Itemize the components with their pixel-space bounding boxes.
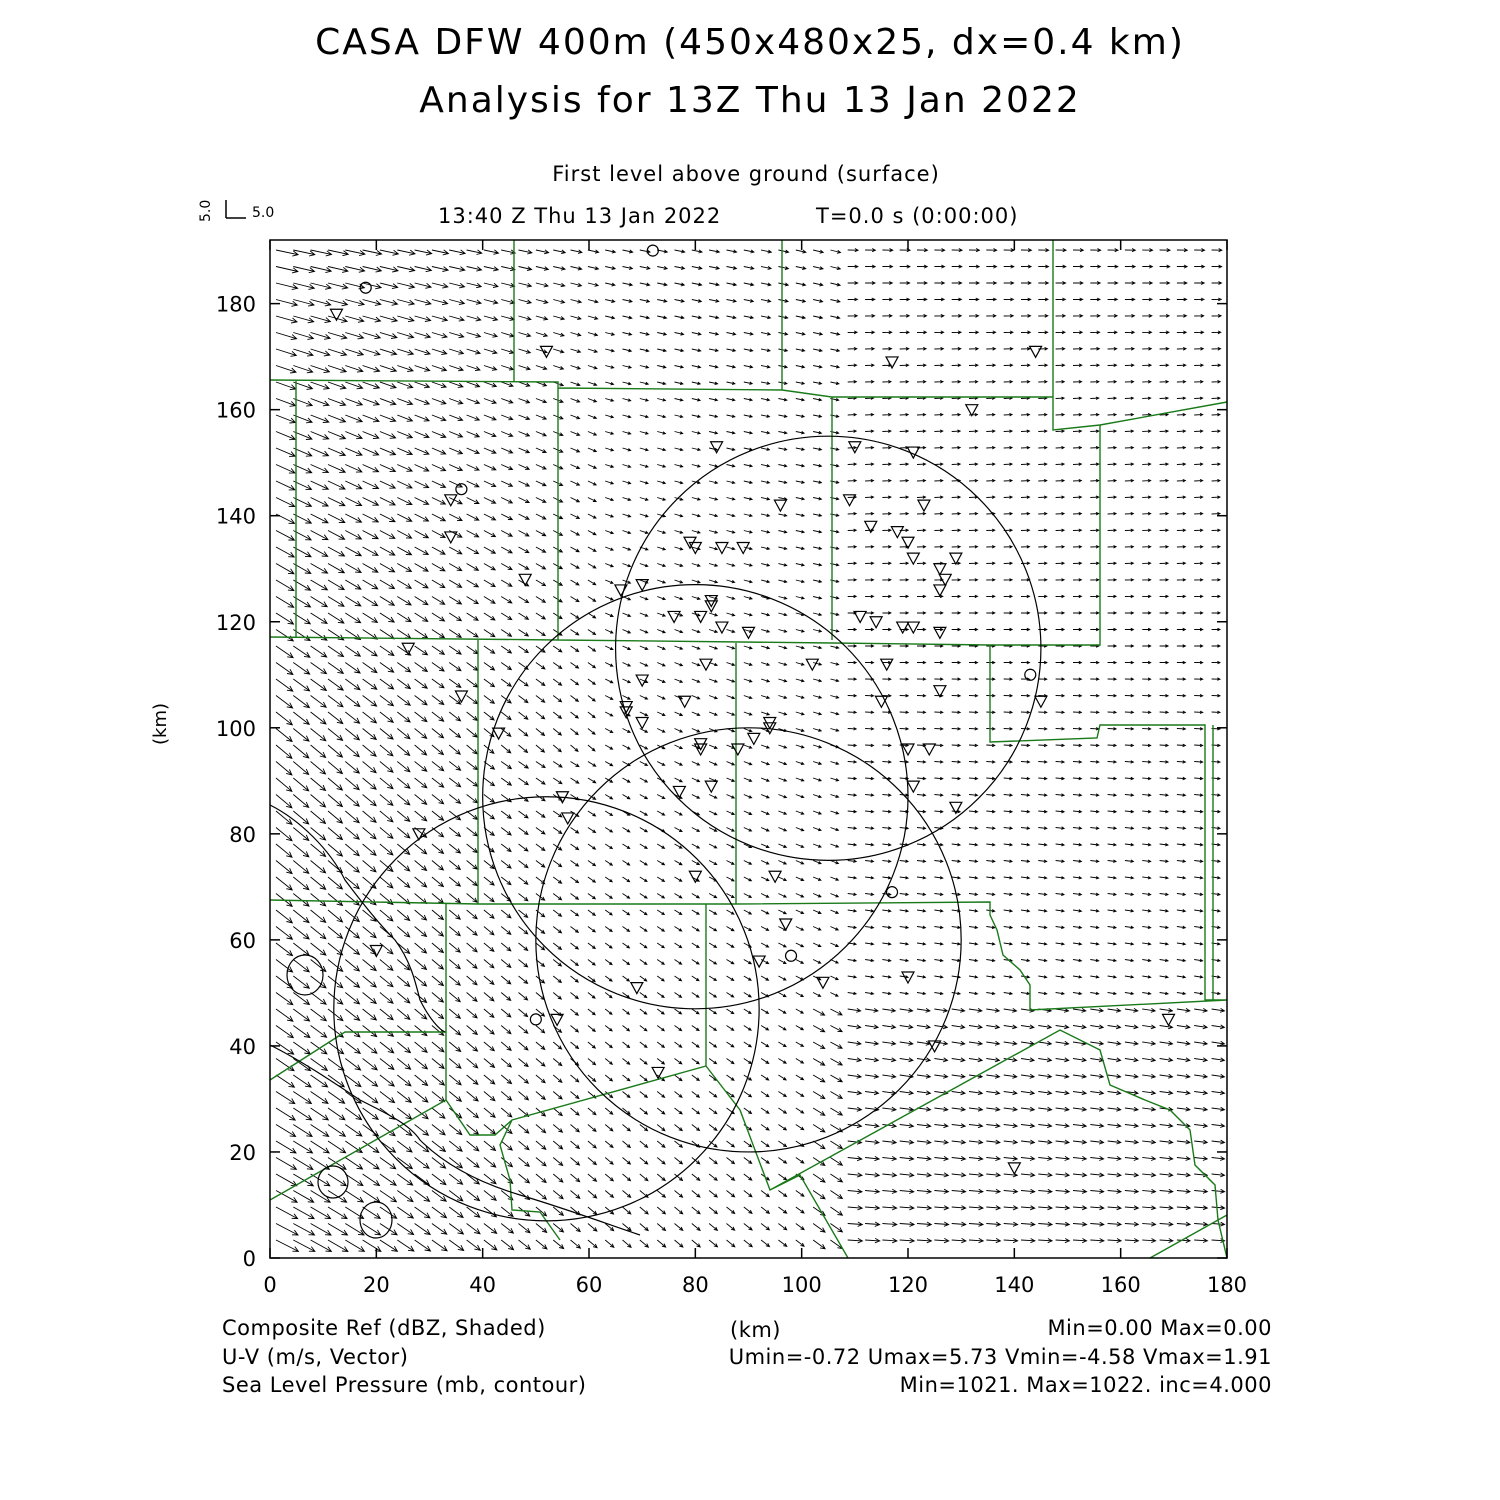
station-triangle-icon — [700, 659, 712, 670]
y-tick-label: 160 — [215, 398, 256, 423]
station-triangle-icon — [897, 622, 909, 633]
y-tick-label: 60 — [229, 928, 256, 953]
station-triangle-icon — [743, 627, 755, 638]
station-circle-icon — [530, 1014, 541, 1025]
y-tick-label: 20 — [229, 1140, 256, 1165]
station-triangle-icon — [891, 527, 903, 538]
x-tick-label: 20 — [362, 1273, 390, 1297]
legend-shaded-label: Composite Ref (dBZ, Shaded) — [222, 1316, 546, 1340]
y-tick-label: 80 — [229, 822, 256, 847]
y-tick-label: 180 — [215, 292, 256, 317]
station-triangle-icon — [716, 622, 728, 633]
reference-vector-v-label: 5.0 — [198, 199, 214, 222]
legend-contour-stats: Min=1021. Max=1022. inc=4.000 — [899, 1373, 1272, 1397]
station-triangle-icon — [689, 871, 701, 882]
station-circle-icon — [456, 484, 467, 495]
x-tick-label: 40 — [469, 1273, 497, 1297]
reference-vector-icon — [226, 200, 246, 218]
y-axis-title: (km) — [150, 702, 171, 745]
station-triangle-icon — [950, 553, 962, 564]
wind-vectors — [276, 249, 1225, 1252]
x-tick-label: 180 — [1206, 1273, 1248, 1297]
wind-vector-field — [276, 249, 1225, 1252]
station-triangle-icon — [870, 617, 882, 628]
station-circle-icon — [1025, 669, 1036, 680]
legend-vector-label: U-V (m/s, Vector) — [222, 1345, 409, 1369]
station-circle-icon — [887, 887, 898, 898]
station-triangle-icon — [732, 744, 744, 755]
y-tick-label: 100 — [215, 716, 256, 741]
station-triangle-icon — [934, 627, 946, 638]
station-triangle-icon — [881, 659, 893, 670]
station-triangle-icon — [1163, 1014, 1175, 1025]
station-triangle-icon — [402, 643, 414, 654]
chart-title: CASA DFW 400m (450x480x25, dx=0.4 km) — [315, 22, 1185, 63]
station-triangle-icon — [716, 543, 728, 554]
radar-range-ring — [536, 728, 961, 1152]
forecast-time: T=0.0 s (0:00:00) — [816, 204, 1019, 228]
x-axis-ticks — [263, 240, 1247, 1297]
station-triangle-icon — [1008, 1163, 1020, 1174]
legend-shaded-stats: Min=0.00 Max=0.00 — [1047, 1316, 1272, 1340]
county-boundaries — [270, 240, 1227, 1258]
station-triangle-icon — [636, 717, 648, 728]
x-tick-label: 0 — [263, 1273, 277, 1297]
station-triangle-icon — [705, 781, 717, 792]
station-triangle-icon — [631, 983, 643, 994]
y-tick-label: 0 — [242, 1247, 256, 1271]
station-triangle-icon — [934, 564, 946, 575]
station-triangle-icon — [806, 659, 818, 670]
chart-subtitle: Analysis for 13Z Thu 13 Jan 2022 — [419, 80, 1081, 121]
x-tick-label: 120 — [887, 1273, 929, 1297]
station-triangle-icon — [907, 553, 919, 564]
station-circle-icon — [647, 245, 658, 256]
legend-vector-stats: Umin=-0.72 Umax=5.73 Vmin=-4.58 Vmax=1.91 — [728, 1345, 1272, 1369]
station-triangle-icon — [711, 442, 723, 453]
x-tick-label: 160 — [1100, 1273, 1141, 1297]
x-tick-label: 80 — [681, 1273, 709, 1297]
station-triangle-icon — [748, 733, 760, 744]
station-triangle-icon — [774, 500, 786, 511]
station-circle-icon — [786, 950, 797, 961]
station-triangle-icon — [907, 622, 919, 633]
station-triangle-icon — [934, 585, 946, 596]
station-triangle-icon — [1030, 346, 1042, 357]
y-tick-label: 120 — [215, 610, 256, 635]
station-triangle-icon — [668, 611, 680, 622]
station-triangle-icon — [769, 871, 781, 882]
station-triangle-icon — [695, 611, 707, 622]
x-tick-label: 100 — [781, 1273, 822, 1297]
x-axis-title: (km) — [730, 1318, 782, 1342]
x-tick-label: 140 — [994, 1273, 1035, 1297]
level-label: First level above ground (surface) — [552, 162, 940, 186]
valid-time: 13:40 Z Thu 13 Jan 2022 — [438, 204, 722, 228]
station-triangle-icon — [934, 686, 946, 697]
station-triangle-icon — [1035, 696, 1047, 707]
station-triangle-icon — [907, 781, 919, 792]
legend-contour-label: Sea Level Pressure (mb, contour) — [222, 1373, 587, 1397]
y-tick-label: 40 — [229, 1034, 256, 1059]
y-tick-label: 140 — [215, 504, 256, 529]
pressure-contours — [270, 805, 640, 1238]
station-triangle-icon — [918, 500, 930, 511]
plot-frame — [270, 240, 1227, 1258]
station-triangle-icon — [652, 1067, 664, 1078]
reference-vector-u-label: 5.0 — [252, 205, 275, 221]
x-tick-label: 60 — [575, 1273, 603, 1297]
station-triangle-icon — [886, 357, 898, 368]
station-triangle-icon — [455, 691, 467, 702]
